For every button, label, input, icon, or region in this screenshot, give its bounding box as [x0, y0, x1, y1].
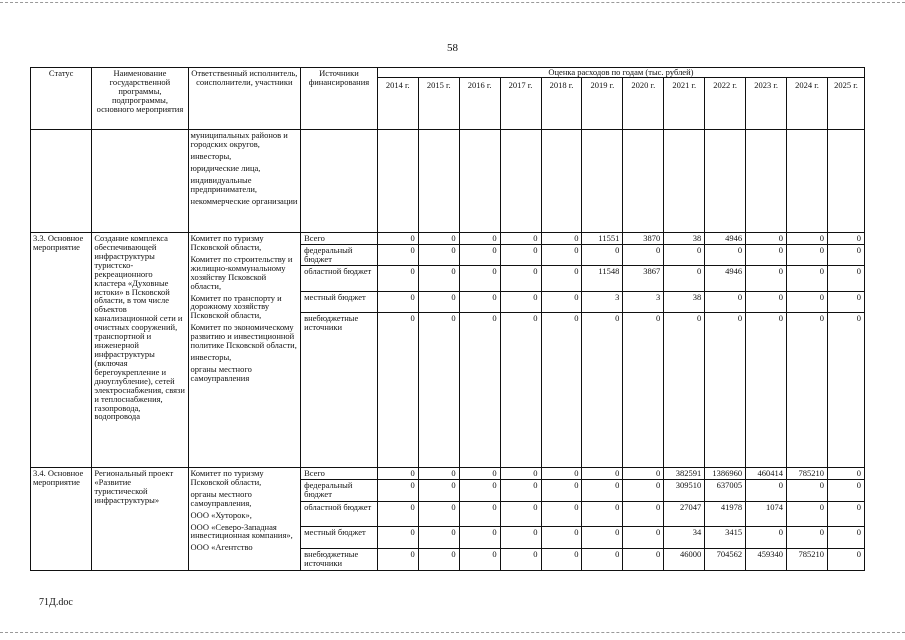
- executor-item: ООО «Хуторок»,: [190, 509, 252, 520]
- expense-value: 0: [827, 467, 864, 479]
- expense-value: 309510: [664, 479, 705, 501]
- expense-value: 0: [418, 265, 459, 291]
- continuation-row: [31, 130, 865, 233]
- expense-value: 0: [541, 265, 582, 291]
- executor-item: индивидуальные предприниматели,: [190, 174, 258, 194]
- header-year: 2016 г.: [459, 78, 500, 130]
- executor-item: ООО «Агентство: [190, 542, 253, 553]
- funding-source: Всего: [301, 467, 378, 479]
- expense-value: 0: [541, 312, 582, 467]
- header-year: 2018 г.: [541, 78, 582, 130]
- empty-cell: [459, 130, 500, 233]
- executor-item: Комитет по экономическому развитию и инвестиционной политике Псковской области,: [190, 322, 297, 351]
- empty-cell: [746, 130, 787, 233]
- expense-value: 0: [377, 291, 418, 312]
- expense-value: 34: [664, 526, 705, 548]
- expense-value: 0: [500, 467, 541, 479]
- header-year: 2023 г.: [746, 78, 787, 130]
- measure-name: Региональный проект «Развитие туристической инфраструктуры»: [92, 467, 188, 570]
- expense-value: 459340: [746, 548, 787, 570]
- expense-value: 0: [623, 548, 664, 570]
- funding-source: Всего: [301, 233, 378, 245]
- expense-value: 0: [746, 479, 787, 501]
- expense-value: 460414: [746, 467, 787, 479]
- header-year: 2021 г.: [664, 78, 705, 130]
- executor-item: ООО «Северо-Западная инвестиционная компания»,: [190, 521, 293, 541]
- expense-value: 0: [541, 526, 582, 548]
- expense-value: 0: [623, 312, 664, 467]
- expense-value: 0: [541, 479, 582, 501]
- empty-cell: [827, 130, 864, 233]
- funding-source: внебюджетные источники: [301, 312, 378, 467]
- expense-value: 0: [746, 312, 787, 467]
- expense-value: 637005: [705, 479, 746, 501]
- expense-value: 0: [500, 265, 541, 291]
- measure-executors: [188, 233, 301, 468]
- expense-value: 3870: [623, 233, 664, 245]
- expense-value: 0: [787, 312, 828, 467]
- continuation-executor-cell: [188, 130, 301, 233]
- funding-source: внебюджетные источники: [301, 548, 378, 570]
- expense-value: 0: [541, 233, 582, 245]
- expense-value: 0: [827, 244, 864, 265]
- expense-value: 0: [746, 265, 787, 291]
- expense-value: 27047: [664, 501, 705, 526]
- measure-name: Создание комплекса обеспечивающей инфраструктуры туристско-рекреационного кластера «Духовные истоки» в Псковской области, в том числе объектов канализационной сети и очистных сооружений, транспортной и инженерной инфраструктуры (включая берегоукрепление и дноуглубление), сетей электроснабжения, связи и теплоснабжения, газопровода, водопровода: [92, 233, 188, 468]
- expense-value: 1074: [746, 501, 787, 526]
- top-edge-line: [0, 2, 905, 3]
- expense-value: 0: [827, 265, 864, 291]
- expense-value: 0: [705, 291, 746, 312]
- expense-value: 0: [582, 479, 623, 501]
- empty-cell: [623, 130, 664, 233]
- expense-value: 0: [664, 265, 705, 291]
- expense-value: 0: [418, 526, 459, 548]
- expense-value: 0: [459, 479, 500, 501]
- expense-value: 0: [459, 467, 500, 479]
- header-year: 2022 г.: [705, 78, 746, 130]
- empty-cell: [377, 130, 418, 233]
- expense-value: 0: [418, 312, 459, 467]
- expense-value: 41978: [705, 501, 746, 526]
- expense-value: 0: [541, 467, 582, 479]
- executor-item: инвесторы,: [190, 150, 232, 161]
- expense-value: 0: [418, 501, 459, 526]
- executor-item: некоммерческие организации: [190, 195, 298, 206]
- expense-value: 0: [377, 312, 418, 467]
- executor-item: инвесторы,: [190, 352, 232, 363]
- executor-item: Комитет по туризму Псковской области,: [190, 233, 264, 252]
- header-status: Статус: [31, 68, 92, 130]
- expense-value: 0: [500, 501, 541, 526]
- expense-value: 0: [500, 312, 541, 467]
- expense-value: 0: [377, 233, 418, 245]
- continuation-status-cell: [31, 130, 92, 233]
- measure-status: 3.3. Основное мероприятие: [31, 233, 92, 468]
- executor-item: Комитет по туризму Псковской области,: [190, 467, 264, 487]
- empty-cell: [705, 130, 746, 233]
- expense-value: 0: [418, 291, 459, 312]
- empty-cell: [582, 130, 623, 233]
- empty-cell: [500, 130, 541, 233]
- expense-value: 11551: [582, 233, 623, 245]
- expense-value: 0: [418, 548, 459, 570]
- expense-value: 3: [623, 291, 664, 312]
- bottom-edge-line: [0, 632, 905, 633]
- expense-value: 0: [787, 479, 828, 501]
- expense-value: 0: [787, 291, 828, 312]
- expense-value: 0: [827, 233, 864, 245]
- header-name: Наименование государственной программы, подпрограммы, основного мероприятия: [92, 68, 188, 130]
- expense-value: 0: [746, 233, 787, 245]
- footer-filename: 71Д.doc: [39, 597, 73, 608]
- measure-row: [31, 233, 865, 245]
- expense-value: 0: [664, 244, 705, 265]
- expense-value: 3867: [623, 265, 664, 291]
- executor-item: Комитет по строительству и жилищно-коммунальному хозяйству Псковской области,: [190, 253, 293, 291]
- expense-value: 0: [377, 501, 418, 526]
- expense-value: 0: [827, 291, 864, 312]
- expense-value: 0: [418, 244, 459, 265]
- header-year: 2020 г.: [623, 78, 664, 130]
- expense-value: 0: [746, 244, 787, 265]
- empty-cell: [787, 130, 828, 233]
- expense-value: 0: [500, 233, 541, 245]
- header-estimate: Оценка расходов по годам (тыс. рублей): [377, 68, 864, 78]
- funding-source: областной бюджет: [301, 501, 378, 526]
- measure-executors: [188, 467, 301, 570]
- expense-value: 0: [377, 479, 418, 501]
- expense-value: 0: [459, 312, 500, 467]
- expense-value: 0: [623, 479, 664, 501]
- expense-value: 0: [827, 312, 864, 467]
- funding-source: федеральный бюджет: [301, 479, 378, 501]
- expense-value: 1386960: [705, 467, 746, 479]
- executor-item: органы местного самоуправления: [190, 363, 252, 383]
- expense-value: 0: [746, 291, 787, 312]
- empty-cell: [418, 130, 459, 233]
- expense-value: 0: [418, 467, 459, 479]
- expense-value: 0: [827, 501, 864, 526]
- measure-status: 3.4. Основное мероприятие: [31, 467, 92, 570]
- header-year: 2015 г.: [418, 78, 459, 130]
- header-year: 2017 г.: [500, 78, 541, 130]
- expense-value: 0: [377, 526, 418, 548]
- header-year: 2019 г.: [582, 78, 623, 130]
- header-year: 2025 г.: [827, 78, 864, 130]
- expense-value: 0: [377, 548, 418, 570]
- funding-source: федеральный бюджет: [301, 244, 378, 265]
- expense-value: 0: [377, 244, 418, 265]
- expense-value: 0: [827, 479, 864, 501]
- header-year: 2024 г.: [787, 78, 828, 130]
- executor-item: Комитет по транспорту и дорожному хозяйству Псковской области,: [190, 292, 282, 321]
- empty-cell: [664, 130, 705, 233]
- expense-value: 0: [746, 526, 787, 548]
- expense-value: 0: [418, 233, 459, 245]
- funding-source: местный бюджет: [301, 291, 378, 312]
- expense-value: 0: [787, 233, 828, 245]
- expense-value: 0: [377, 467, 418, 479]
- expense-value: 0: [459, 244, 500, 265]
- expense-value: 0: [827, 548, 864, 570]
- expense-value: 0: [582, 548, 623, 570]
- expense-value: 0: [623, 467, 664, 479]
- empty-cell: [541, 130, 582, 233]
- expense-value: 3415: [705, 526, 746, 548]
- expense-value: 0: [541, 244, 582, 265]
- expense-value: 0: [418, 479, 459, 501]
- expense-value: 4946: [705, 233, 746, 245]
- expense-value: 0: [500, 244, 541, 265]
- empty-cell: [301, 130, 378, 233]
- expense-value: 0: [459, 501, 500, 526]
- expense-value: 704562: [705, 548, 746, 570]
- expense-value: 0: [459, 548, 500, 570]
- expense-value: 382591: [664, 467, 705, 479]
- expense-value: 0: [459, 233, 500, 245]
- header-executor: Ответственный исполнитель, соисполнители, участники: [188, 68, 301, 130]
- expense-value: 11548: [582, 265, 623, 291]
- executor-item: органы местного самоуправления,: [190, 488, 252, 508]
- expense-value: 0: [623, 501, 664, 526]
- expense-value: 0: [623, 244, 664, 265]
- expense-value: 46000: [664, 548, 705, 570]
- expense-value: 38: [664, 291, 705, 312]
- expense-value: 0: [541, 548, 582, 570]
- expense-value: 785210: [787, 467, 828, 479]
- expense-value: 0: [582, 526, 623, 548]
- expense-value: 0: [582, 501, 623, 526]
- continuation-name-cell: [92, 130, 188, 233]
- header-year: 2014 г.: [377, 78, 418, 130]
- executor-item: юридические лица,: [190, 162, 261, 173]
- measure-row: [31, 467, 865, 479]
- funding-source: областной бюджет: [301, 265, 378, 291]
- expense-value: 0: [664, 312, 705, 467]
- expense-value: 0: [582, 467, 623, 479]
- expense-value: 0: [623, 526, 664, 548]
- expense-value: 0: [377, 265, 418, 291]
- expense-value: 0: [705, 312, 746, 467]
- expense-value: 785210: [787, 548, 828, 570]
- expense-value: 0: [459, 291, 500, 312]
- expense-value: 0: [459, 526, 500, 548]
- expense-value: 3: [582, 291, 623, 312]
- expense-value: 0: [787, 501, 828, 526]
- expense-value: 0: [827, 526, 864, 548]
- expense-value: 38: [664, 233, 705, 245]
- expense-value: 0: [705, 244, 746, 265]
- expense-value: 0: [500, 291, 541, 312]
- expense-value: 0: [582, 244, 623, 265]
- expense-value: 0: [541, 501, 582, 526]
- expense-value: 0: [459, 265, 500, 291]
- funding-source: местный бюджет: [301, 526, 378, 548]
- expense-value: 0: [787, 526, 828, 548]
- expense-value: 0: [541, 291, 582, 312]
- expense-value: 0: [500, 548, 541, 570]
- executor-item: муниципальных районов и городских округов,: [190, 130, 288, 149]
- expense-value: 0: [500, 526, 541, 548]
- expense-value: 0: [787, 265, 828, 291]
- expense-value: 0: [787, 244, 828, 265]
- page-number: 58: [447, 42, 458, 54]
- expenditure-table: [30, 67, 865, 571]
- expense-value: 0: [582, 312, 623, 467]
- header-sources: Источники финансирования: [301, 68, 378, 130]
- expense-value: 0: [500, 479, 541, 501]
- expense-value: 4946: [705, 265, 746, 291]
